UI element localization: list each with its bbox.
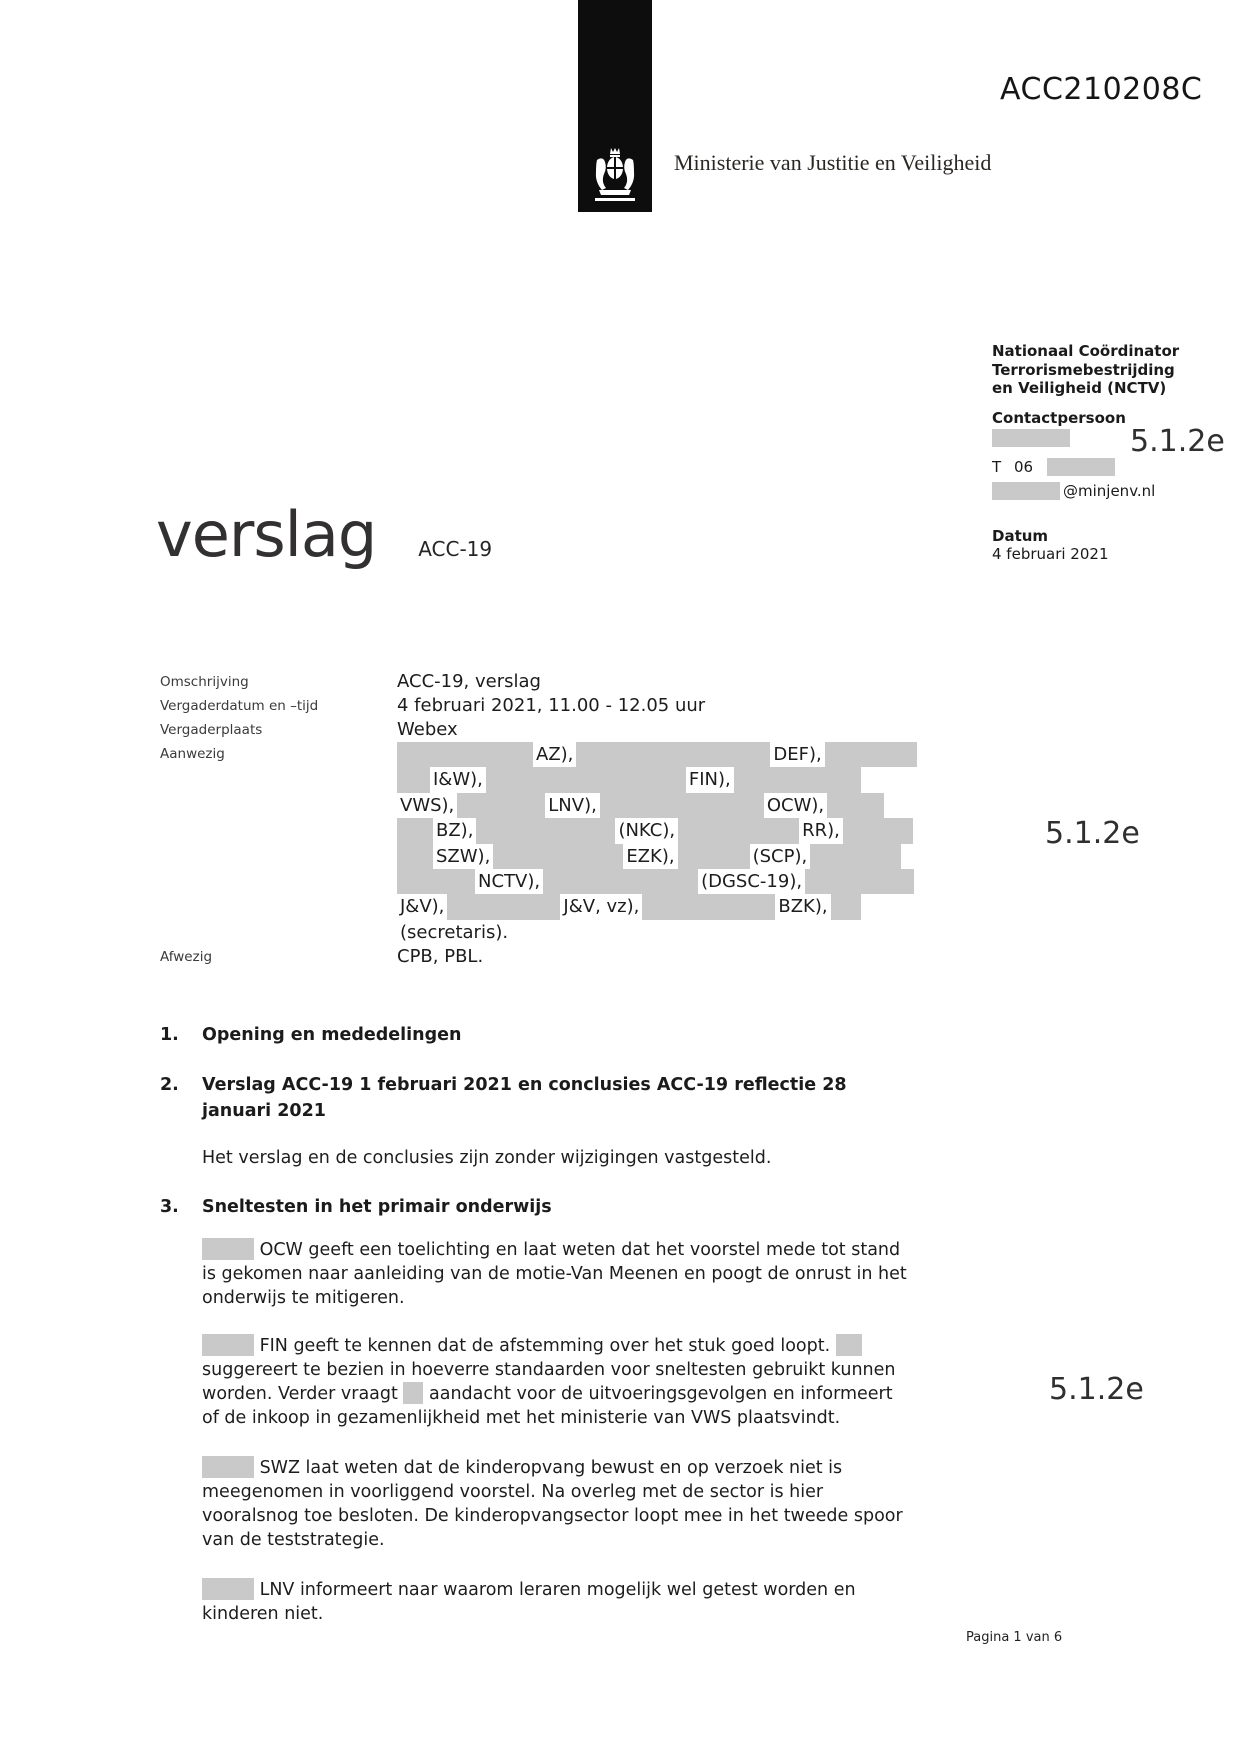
section-heading-row — [160, 1022, 905, 1048]
redaction-box — [493, 844, 623, 869]
page-title: verslag — [156, 498, 377, 571]
paragraph — [202, 1146, 908, 1170]
text-fragment: (DGSC-19), — [698, 869, 805, 894]
redaction-box — [543, 869, 698, 894]
text-fragment: (secretaris). — [397, 920, 511, 945]
attendee-line — [397, 894, 960, 919]
date-value: 4 februari 2021 — [992, 544, 1109, 563]
text-fragment: LNV), — [545, 793, 600, 818]
redaction-box — [476, 818, 615, 843]
attendee-line — [397, 920, 960, 945]
paragraph — [202, 1578, 908, 1626]
text-fragment: VWS), — [397, 793, 457, 818]
text-fragment: BZ), — [433, 818, 476, 843]
attendee-line — [397, 767, 960, 792]
redaction-box — [397, 869, 475, 894]
contact-label: Contactpersoon — [992, 408, 1126, 427]
text-fragment: J&V, vz), — [560, 894, 642, 919]
text-fragment: FIN), — [686, 767, 734, 792]
meta-row — [160, 694, 960, 718]
text-fragment: (NKC), — [615, 818, 678, 843]
meta-value: Webex — [397, 719, 458, 740]
phone-visible: 06 — [1014, 457, 1034, 476]
redaction-box — [678, 844, 750, 869]
text-fragment: RR), — [799, 818, 843, 843]
meeting-meta — [160, 670, 960, 969]
redaction-box — [810, 844, 901, 869]
text-fragment: aandacht voor de uitvoeringsgevolgen en informeert of de inkoop in gezamenlijkheid met het ministerie van VWS plaatsvindt. — [202, 1384, 893, 1428]
redaction-box — [831, 894, 861, 919]
document-body — [160, 1022, 905, 1626]
redaction-box — [397, 767, 430, 792]
text-fragment: AZ), — [533, 742, 576, 767]
document-reference: ACC210208C — [1000, 72, 1203, 107]
phone-prefix: T — [992, 457, 1002, 476]
meta-label: Omschrijving — [160, 674, 249, 690]
date-label: Datum — [992, 526, 1049, 545]
redaction-box — [403, 1382, 423, 1404]
meta-row — [160, 670, 960, 694]
section-heading: Opening en mededelingen — [202, 1025, 462, 1045]
page-footer: Pagina 1 van 6 — [966, 1630, 1063, 1645]
text-fragment: EZK), — [623, 844, 677, 869]
meta-label: Vergaderdatum en –tijd — [160, 698, 319, 714]
redaction-box — [202, 1238, 254, 1260]
text-fragment: suggereert te bezien in hoeverre standaarden voor sneltesten gebruikt kunnen worden. Verder vraagt — [202, 1360, 896, 1404]
redaction-box — [457, 793, 545, 818]
attendee-line — [397, 742, 960, 767]
email-name-redaction — [992, 482, 1060, 500]
section-paragraphs — [202, 1146, 905, 1170]
redaction-box — [836, 1334, 862, 1356]
meta-row — [160, 718, 960, 742]
text-fragment: DEF), — [770, 742, 824, 767]
meta-label: Aanwezig — [160, 746, 225, 762]
redaction-box — [827, 793, 884, 818]
coat-of-arms-icon — [591, 146, 639, 206]
redaction-code-annotation-1: 5.1.2e — [1130, 424, 1225, 459]
section-heading: Sneltesten in het primair onderwijs — [202, 1197, 552, 1217]
aanwezig-row — [160, 742, 960, 945]
text-fragment: SWZ laat weten dat de kinderopvang bewust en op verzoek niet is meegenomen in voorliggend voorstel. Na overleg met de sector is hier vooralsnog toe besloten. De kinderopvangsector loopt mee in het tweede spoor van de teststrategie. — [202, 1458, 903, 1550]
text-fragment: I&W), — [430, 767, 486, 792]
redaction-box — [202, 1456, 254, 1478]
email-domain: @minjenv.nl — [1063, 481, 1156, 500]
redaction-box — [202, 1334, 254, 1356]
paragraph — [202, 1238, 908, 1310]
redaction-box — [825, 742, 917, 767]
phone-row — [992, 457, 1227, 477]
text-fragment: NCTV), — [475, 869, 543, 894]
rijksoverheid-logo-bar — [578, 0, 652, 212]
ministry-name: Ministerie van Justitie en Veiligheid — [674, 150, 992, 175]
text-fragment: LNV informeert naar waarom leraren mogelijk wel getest worden en kinderen niet. — [202, 1580, 856, 1624]
redaction-box — [642, 894, 775, 919]
attendee-line — [397, 818, 960, 843]
text-fragment: FIN geeft te kennen dat de afstemming over het stuk goed loopt. — [254, 1336, 836, 1356]
org-name: Nationaal Coördinator Terrorismebestrijding en Veiligheid (NCTV) — [992, 342, 1180, 397]
attendee-line — [397, 844, 960, 869]
attendee-line — [397, 869, 960, 894]
section-number: 2. — [160, 1075, 179, 1095]
redaction-box — [202, 1578, 254, 1600]
text-fragment: Het verslag en de conclusies zijn zonder wijzigingen vastgesteld. — [202, 1148, 772, 1168]
afwezig-row — [160, 945, 960, 969]
redaction-box — [805, 869, 914, 894]
meta-value: ACC-19, verslag — [397, 671, 541, 692]
meta-value: 4 februari 2021, 11.00 - 12.05 uur — [397, 695, 706, 716]
section-paragraphs — [202, 1238, 905, 1626]
redaction-box — [734, 767, 861, 792]
email-row — [992, 481, 1227, 501]
section-heading-row — [160, 1072, 905, 1124]
paragraph — [202, 1456, 908, 1552]
meta-label: Afwezig — [160, 949, 213, 966]
redaction-code-annotation-2: 5.1.2e — [1045, 816, 1140, 851]
paragraph — [202, 1334, 908, 1430]
section-heading: Verslag ACC-19 1 februari 2021 en conclusies ACC-19 reflectie 28 januari 2021 — [202, 1075, 847, 1121]
text-fragment: (SCP), — [750, 844, 811, 869]
attendees-block — [397, 742, 960, 945]
text-fragment: SZW), — [433, 844, 493, 869]
text-fragment: BZK), — [775, 894, 830, 919]
redaction-code-annotation-3: 5.1.2e — [1049, 1372, 1144, 1407]
redaction-box — [447, 894, 560, 919]
redaction-box — [600, 793, 764, 818]
redaction-box — [486, 767, 686, 792]
section-number: 1. — [160, 1025, 179, 1045]
attendee-line — [397, 793, 960, 818]
text-fragment: J&V), — [397, 894, 447, 919]
text-fragment: OCW), — [764, 793, 827, 818]
meta-value: CPB, PBL. — [397, 946, 484, 968]
section-heading-row — [160, 1194, 905, 1220]
redaction-box — [397, 742, 533, 767]
redaction-box — [843, 818, 913, 843]
redaction-box — [397, 818, 433, 843]
redaction-box — [678, 818, 799, 843]
text-fragment: OCW geeft een toelichting en laat weten dat het voorstel mede tot stand is gekomen naar aanleiding van de motie-Van Meenen en poogt de onrust in het onderwijs te mitigeren. — [202, 1240, 907, 1308]
phone-number-redaction — [1047, 458, 1115, 476]
title-tag: ACC-19 — [418, 537, 493, 561]
meta-label: Vergaderplaats — [160, 722, 263, 738]
section-number: 3. — [160, 1197, 179, 1217]
redaction-box — [576, 742, 770, 767]
title-row — [156, 498, 492, 571]
redaction-box — [397, 844, 433, 869]
contact-name-redaction — [992, 429, 1070, 447]
